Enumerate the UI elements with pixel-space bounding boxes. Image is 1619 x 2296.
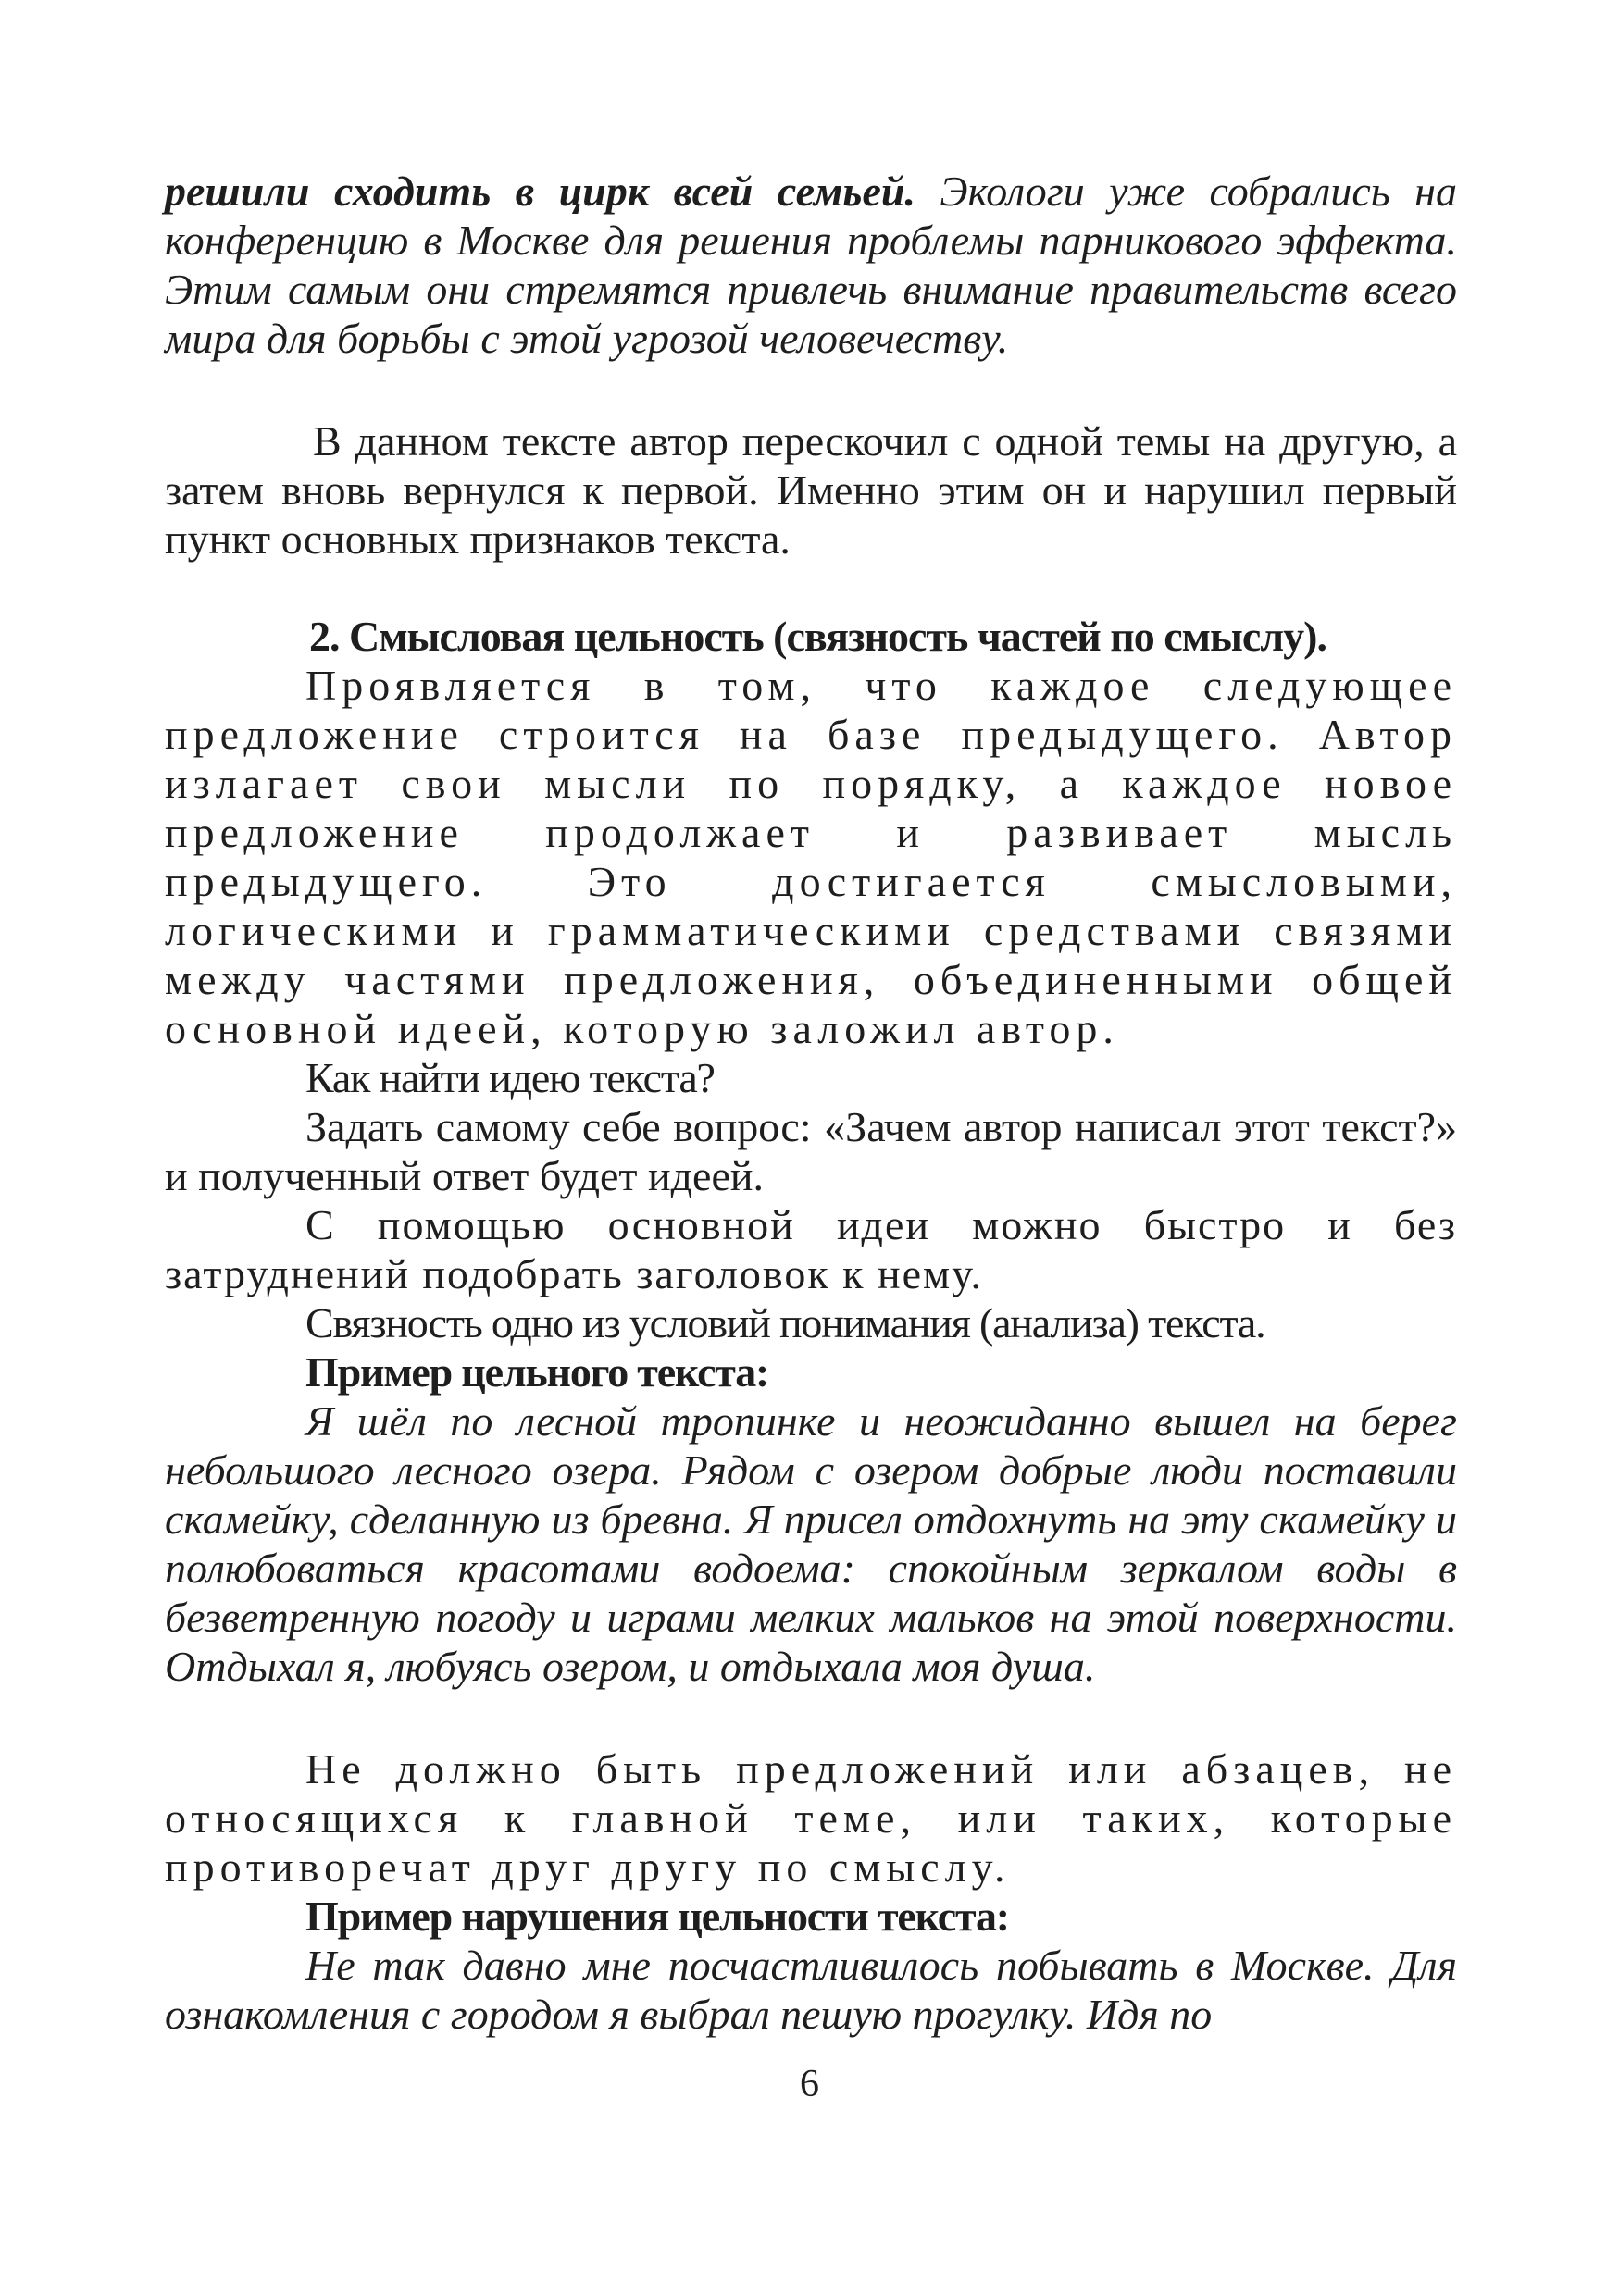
- section-heading: 2. Смысловая цельность (связность частей по смыслу).: [309, 613, 1326, 660]
- answer-paragraph: Задать самому себе вопрос: «Зачем автор написал этот текст?» и полученный ответ будет идеей.: [165, 1103, 1457, 1199]
- coherence-line: Связность одно из условий понимания (анализа) текста.: [305, 1299, 1265, 1347]
- violation-text: Не так давно мне посчастливилось побывать в Москве. Для ознакомления с городом я выбрал пешую прогулку. Идя по: [165, 1942, 1457, 2038]
- top-paragraph: [165, 167, 1457, 363]
- rule-paragraph: Не должно быть предложений или абзацев, не относящихся к главной теме, или таких, которые противоречат друг другу по смыслу.: [165, 1745, 1457, 1891]
- analysis-paragraph: В данном тексте автор перескочил с одной темы на другую, а затем вновь вернулся к первой. Именно этим он и нарушил первый пункт основных признаков текста.: [165, 417, 1457, 563]
- page-body: [165, 167, 1457, 2039]
- bold-lead: решили сходить в цирк всей семьей.: [165, 168, 915, 215]
- section-paragraph: Проявляется в том, что каждое следующее предложение строится на базе предыдущего. Автор излагает свои мысли по порядку, а каждое новое предложение продолжает и развивает мысль предыдущего. Это достигается смысловыми, логическими и грамматическими средствами связями между частями предложения, объединенными общей основной идеей, которую заложил автор.: [165, 662, 1457, 1052]
- top-paragraph-rest: Экологи уже собрались на конференцию в Москве для решения проблемы парникового эффекта. Этим самым они стремятся привлечь внимание правительств всего мира для борьбы с этой угрозой человечеству.: [165, 168, 1457, 362]
- page-number: 6: [800, 2063, 819, 2105]
- title-paragraph: С помощью основной идеи можно быстро и без затруднений подобрать заголовок к нему.: [165, 1201, 1457, 1297]
- example-heading: Пример цельного текста:: [305, 1348, 769, 1396]
- question-line: Как найти идею текста?: [305, 1054, 715, 1101]
- example-text: Я шёл по лесной тропинке и неожиданно вышел на берег небольшого лесного озера. Рядом с озером добрые люди поставили скамейку, сделанную из бревна. Я присел отдохнуть на эту скамейку и полюбоваться красотами водоема: спокойным зеркалом воды в безветренную погоду и играми мелких мальков на этой поверхности. Отдыхал я, любуясь озером, и отдыхала моя душа.: [165, 1397, 1457, 1690]
- violation-heading: Пример нарушения цельности текста:: [305, 1893, 1009, 1940]
